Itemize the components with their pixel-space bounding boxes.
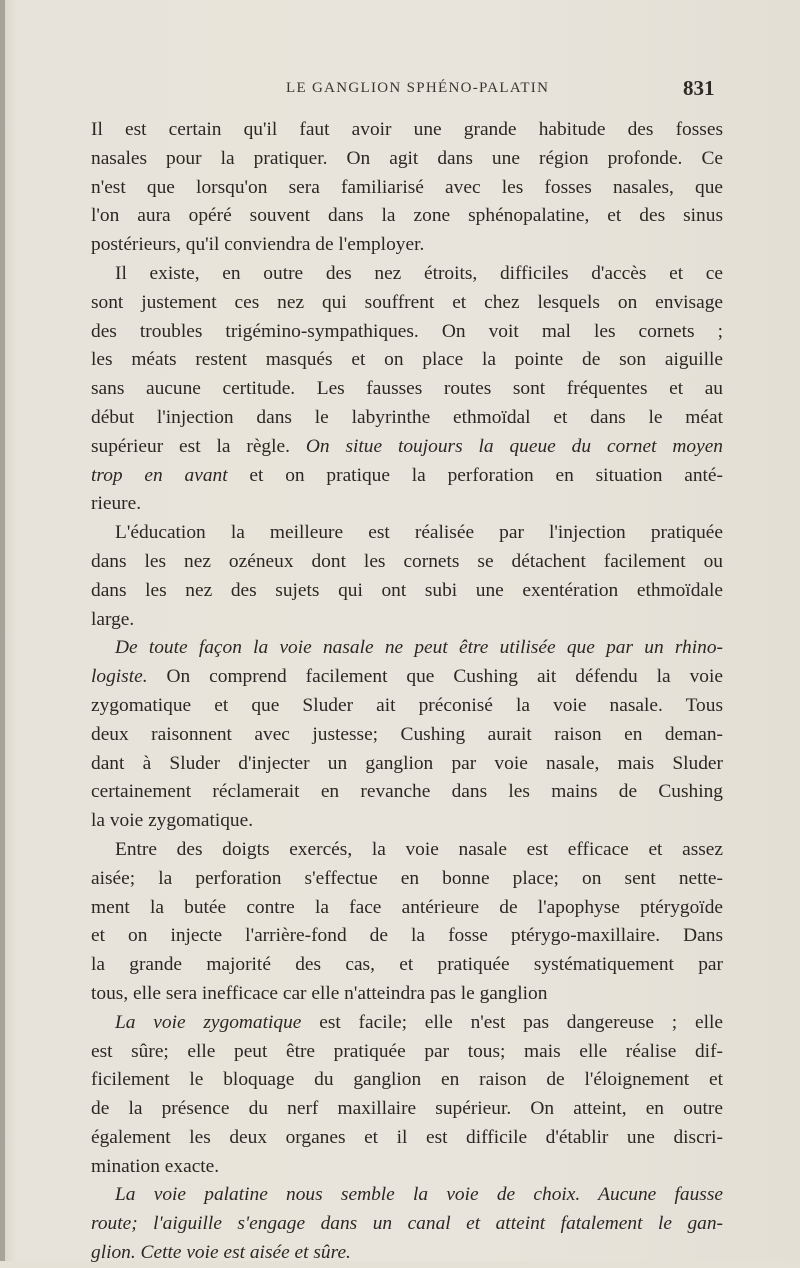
- page-header: [0, 76, 800, 102]
- text-line: rieure.: [91, 493, 142, 515]
- text-line: [91, 634, 723, 663]
- text-line: Il existe, en outre des nez étroits, difficiles d'accès et ce: [115, 262, 723, 284]
- text-line: la voie zygomatique.: [91, 810, 254, 832]
- italic-span: La voie palatine nous semble la voie de choix. Aucune fausse: [115, 1184, 723, 1206]
- text-line: dans les nez ozéneux dont les cornets se détachent facilement ou: [91, 550, 723, 572]
- text-line: sans aucune certitude. Les fausses routes sont fréquentes et au: [91, 378, 723, 400]
- italic-span: La voie zygomatique: [115, 1011, 302, 1033]
- text-line: aisée; la perforation s'effectue en bonne place; on sent nette-: [91, 867, 723, 889]
- text-line: [91, 433, 723, 462]
- text-line: [91, 1009, 723, 1038]
- text-line: L'éducation la meilleure est réalisée par l'injection pratiquée: [115, 522, 723, 544]
- text-line: nasales pour la pratiquer. On agit dans une région profonde. Ce: [91, 147, 723, 169]
- text-line: et on injecte l'arrière-fond de la fosse ptérygo-maxillaire. Dans: [91, 925, 723, 947]
- text-line: l'on aura opéré souvent dans la zone sphénopalatine, et des sinus: [91, 205, 723, 227]
- text-span: et on pratique la perforation en situation anté-: [227, 464, 723, 486]
- body-text: [91, 116, 723, 1268]
- text-line: [91, 663, 723, 692]
- text-span: est facile; elle n'est pas dangereuse ; elle: [301, 1011, 723, 1033]
- text-line: postérieurs, qu'il conviendra de l'employer.: [91, 234, 425, 256]
- text-line: [91, 462, 723, 491]
- text-line: Entre des doigts exercés, la voie nasale est efficace et assez: [115, 838, 723, 860]
- text-line: certainement réclamerait en revanche dans les mains de Cushing: [91, 781, 723, 803]
- text-span: supérieur est la règle.: [91, 435, 306, 457]
- text-line: [91, 1210, 723, 1239]
- running-title: LE GANGLION SPHÉNO-PALATIN: [286, 80, 550, 96]
- italic-span: trop en avant: [91, 464, 228, 486]
- page-number: 831: [683, 76, 715, 100]
- text-line: dans les nez des sujets qui ont subi une exentération ethmoïdale: [91, 579, 723, 601]
- text-line: mination exacte.: [91, 1155, 220, 1177]
- text-line: dant à Sluder d'injecter un ganglion par voie nasale, mais Sluder: [91, 752, 723, 774]
- text-line: ficilement le bloquage du ganglion en raison de l'éloignement et: [91, 1069, 723, 1091]
- text-line: zygomatique et que Sluder ait préconisé la voie nasale. Tous: [91, 694, 723, 716]
- text-line: les méats restent masqués et on place la pointe de son aiguille: [91, 349, 723, 371]
- text-line: la grande majorité des cas, et pratiquée systématiquement par: [91, 954, 723, 976]
- text-line: Il est certain qu'il faut avoir une grande habitude des fosses: [91, 119, 723, 140]
- italic-span: De toute façon la voie nasale ne peut être utilisée que par un rhino-: [115, 637, 723, 659]
- text-line: des troubles trigémino-sympathiques. On voit mal les cornets ;: [91, 320, 723, 342]
- page-edge: [0, 0, 5, 1261]
- italic-span: On situe toujours la queue du cornet moyen: [305, 435, 723, 457]
- text-line: de la présence du nerf maxillaire supérieur. On atteint, en outre: [91, 1098, 723, 1120]
- italic-span: logiste.: [91, 666, 148, 688]
- text-span: On comprend facilement que Cushing ait défendu la voie: [147, 666, 723, 688]
- text-line: sont justement ces nez qui souffrent et chez lesquels on envisage: [91, 291, 723, 313]
- italic-span: route; l'aiguille s'engage dans un canal et atteint fatalement le gan-: [91, 1213, 723, 1235]
- text-line: deux raisonnent avec justesse; Cushing aurait raison en deman-: [91, 723, 723, 745]
- text-line: [91, 1181, 723, 1210]
- text-line: ment la butée contre la face antérieure de l'apophyse ptérygoïde: [91, 896, 723, 918]
- text-line: est sûre; elle peut être pratiquée par tous; mais elle réalise dif-: [91, 1040, 723, 1062]
- italic-span: glion. Cette voie est aisée et sûre.: [91, 1242, 351, 1264]
- text-line: n'est que lorsqu'on sera familiarisé avec les fosses nasales, que: [91, 176, 723, 198]
- text-line: large.: [91, 608, 135, 630]
- text-line: tous, elle sera inefficace car elle n'atteindra pas le ganglion: [91, 982, 548, 1004]
- text-line: également les deux organes et il est difficile d'établir une discri-: [91, 1126, 723, 1148]
- text-line: [91, 1239, 723, 1268]
- text-line: début l'injection dans le labyrinthe ethmoïdal et dans le méat: [91, 406, 723, 428]
